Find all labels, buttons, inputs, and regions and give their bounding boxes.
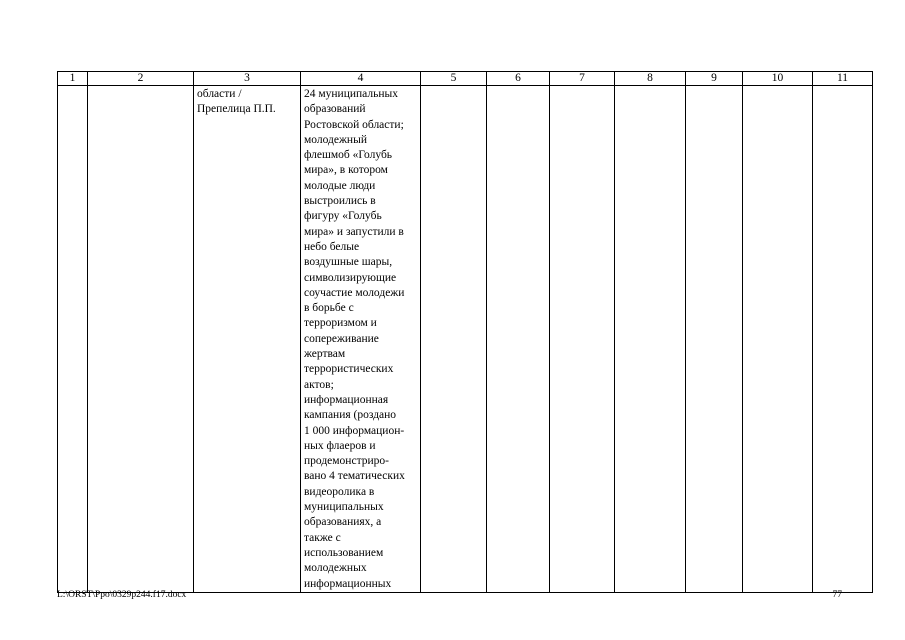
cell-text-line: Препелица П.П. [197,103,276,116]
cell-text-line: кампания (роздано [304,409,397,422]
cell-col-5 [421,86,487,593]
cell-text-line: соучастие молодежи [304,286,405,299]
cell-text-line: флешмоб «Голубь [304,149,393,162]
column-header-10: 10 [743,72,813,86]
header-row [58,72,873,86]
cell-text-line: Ростовской области; [304,118,404,131]
cell-text-line: образованиях, а [304,516,382,529]
cell-text-line: вано 4 тематических [304,470,405,483]
cell-col-3 [194,86,301,593]
cell-text-line: сопереживание [304,332,379,345]
cell-col-10 [743,86,813,593]
cell-text-line: информационных [304,577,392,590]
cell-text-line: муниципальных [304,501,384,514]
cell-text-line: молодежных [304,562,367,575]
cell-text-line: молодежный [304,133,367,146]
cell-col-8 [615,86,686,593]
cell-text-line: мира», в котором [304,164,388,177]
footer-page-number: 77 [832,590,842,600]
cell-text-line: 1 000 информацион- [304,424,405,437]
cell-text-line: актов; [304,378,334,391]
column-header-5: 5 [421,72,487,86]
column-header-7: 7 [550,72,615,86]
column-header-3: 3 [194,72,301,86]
cell-text-line: выстроились в [304,195,376,208]
cell-text-line: видеоролика в [304,485,375,498]
column-header-11: 11 [813,72,873,86]
cell-text-line: фигуру «Голубь [304,210,382,223]
column-header-8: 8 [615,72,686,86]
column-header-6: 6 [487,72,550,86]
column-header-1: 1 [58,72,88,86]
cell-text-line: мира» и запустили в [304,225,404,238]
cell-text-line: информационная [304,393,389,406]
cell-text-line: терроризмом и [304,317,377,330]
column-header-2: 2 [88,72,194,86]
cell-col-6 [487,86,550,593]
cell-text-line: ных флаеров и [304,439,376,452]
cell-text-line: террористических [304,363,394,376]
data-table [57,71,873,593]
cell-text-line: образований [304,103,366,116]
cell-col-9 [686,86,743,593]
table-row [58,86,873,593]
cell-col-11 [813,86,873,593]
cell-text-line: воздушные шары, [304,256,393,269]
cell-text-line: небо белые [304,240,360,253]
cell-text-line: жертвам [304,348,346,361]
column-header-4: 4 [301,72,421,86]
cell-text-line: 24 муниципальных [304,88,398,100]
footer-file-path: L:\ORST\Ppo\0329p244.f17.docx [57,590,187,600]
cell-text-line: продемонстриро- [304,455,389,468]
cell-text-line: символизирующие [304,271,397,284]
cell-text-line: использованием [304,546,384,559]
cell-col-4 [301,86,421,593]
cell-text-line: области / [197,88,242,100]
cell-text-line: молодые люди [304,179,376,192]
cell-col-1 [58,86,88,593]
cell-text-line: также с [304,531,341,544]
cell-text-line: в борьбе с [304,302,354,315]
column-header-9: 9 [686,72,743,86]
cell-col-2 [88,86,194,593]
cell-col-7 [550,86,615,593]
